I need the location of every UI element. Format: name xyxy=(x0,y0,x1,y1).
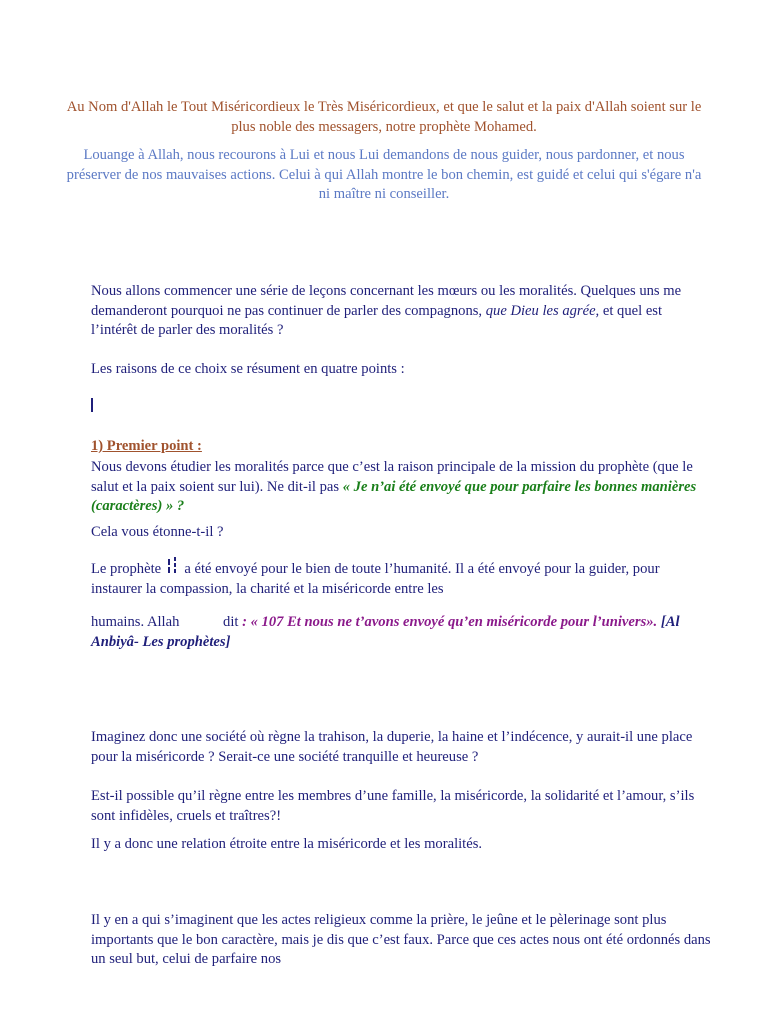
quran-verse-quote: : « 107 Et nous ne t’avons envoyé qu’en miséricorde pour l’univers». xyxy=(242,614,658,630)
surah-reference: [Al Anbiyâ- Les prophètes] xyxy=(91,614,680,650)
mission-text: Nous devons étudier les moralités parce que c’est la raison principale de la mission du prophète (que le salut et la paix soient sur lui). Ne dit-il pas xyxy=(91,459,693,495)
text-cursor-mark xyxy=(91,398,93,412)
section-heading-premier-point: 1) Premier point : xyxy=(91,438,202,454)
salutation-glyph-icon xyxy=(167,557,179,575)
religious-acts-paragraph: Il y en a qui s’imaginent que les actes religieux comme la prière, le jeûne et le pèlerinage sont plus importants que le bon caractère, mais je dis que c’est faux. Parce que ces actes nous ont été ordonnés dans un seul but, celui de parfaire nos xyxy=(91,912,711,967)
prophet-paragraph xyxy=(91,557,711,599)
prophet-text-b: a été envoyé pour le bien de toute l’humanité. Il a été envoyé pour la guider, pour instaurer la compassion, la charité et la miséricorde entre les xyxy=(91,561,660,597)
prophet-text-a: Le prophète xyxy=(91,561,165,577)
intro-lesson-text-a: Nous allons commencer une série de leçons concernant les mœurs ou les moralités. Quelques uns me demanderont pourquoi ne pas continuer de parler des compagnons, xyxy=(91,283,682,319)
hadith-quote: « Je n’ai été envoyé que pour parfaire les bonnes manières (caractères) » ? xyxy=(91,478,697,514)
society-paragraph: Imaginez donc une société où règne la trahison, la duperie, la haine et l’indécence, y aurait-il une place pour la miséricorde ? Serait-ce une société tranquille et heureuse ? xyxy=(91,729,693,765)
intro-lesson-text-b: et quel est l’intérêt de parler des moralités ? xyxy=(91,302,663,338)
dit-text: dit xyxy=(219,614,243,630)
companions-italic: que Dieu les agrée, xyxy=(485,302,600,319)
question-paragraph: Cela vous étonne-t-il ? xyxy=(91,524,224,540)
praise-paragraph: Louange à Allah, nous recourons à Lui et nous Lui demandons de nous guider, nous pardonner, et nous préserver de nos mauvaises actions. Celui à qui Allah montre le bon chemin, est guidé et celui qui s'égare n'a ni maître ni conseiller. xyxy=(66,147,702,202)
family-paragraph: Est-il possible qu’il règne entre les membres d’une famille, la miséricorde, la solidarité et l’amour, s’ils sont infidèles, cruels et traîtres?! xyxy=(91,788,695,824)
mission-paragraph xyxy=(91,458,711,517)
quran-quote-paragraph xyxy=(91,613,711,652)
basmala-paragraph: Au Nom d'Allah le Tout Miséricordieux le Très Miséricordieux, et que le salut et la paix d'Allah soient sur le plus noble des messagers, notre prophète Mohamed. xyxy=(66,99,702,135)
relation-paragraph: Il y a donc une relation étroite entre la miséricorde et les moralités. xyxy=(91,836,483,852)
intro-lesson-paragraph xyxy=(91,282,711,341)
allah-text: humains. Allah xyxy=(91,614,180,630)
reasons-paragraph: Les raisons de ce choix se résument en quatre points : xyxy=(91,361,405,377)
